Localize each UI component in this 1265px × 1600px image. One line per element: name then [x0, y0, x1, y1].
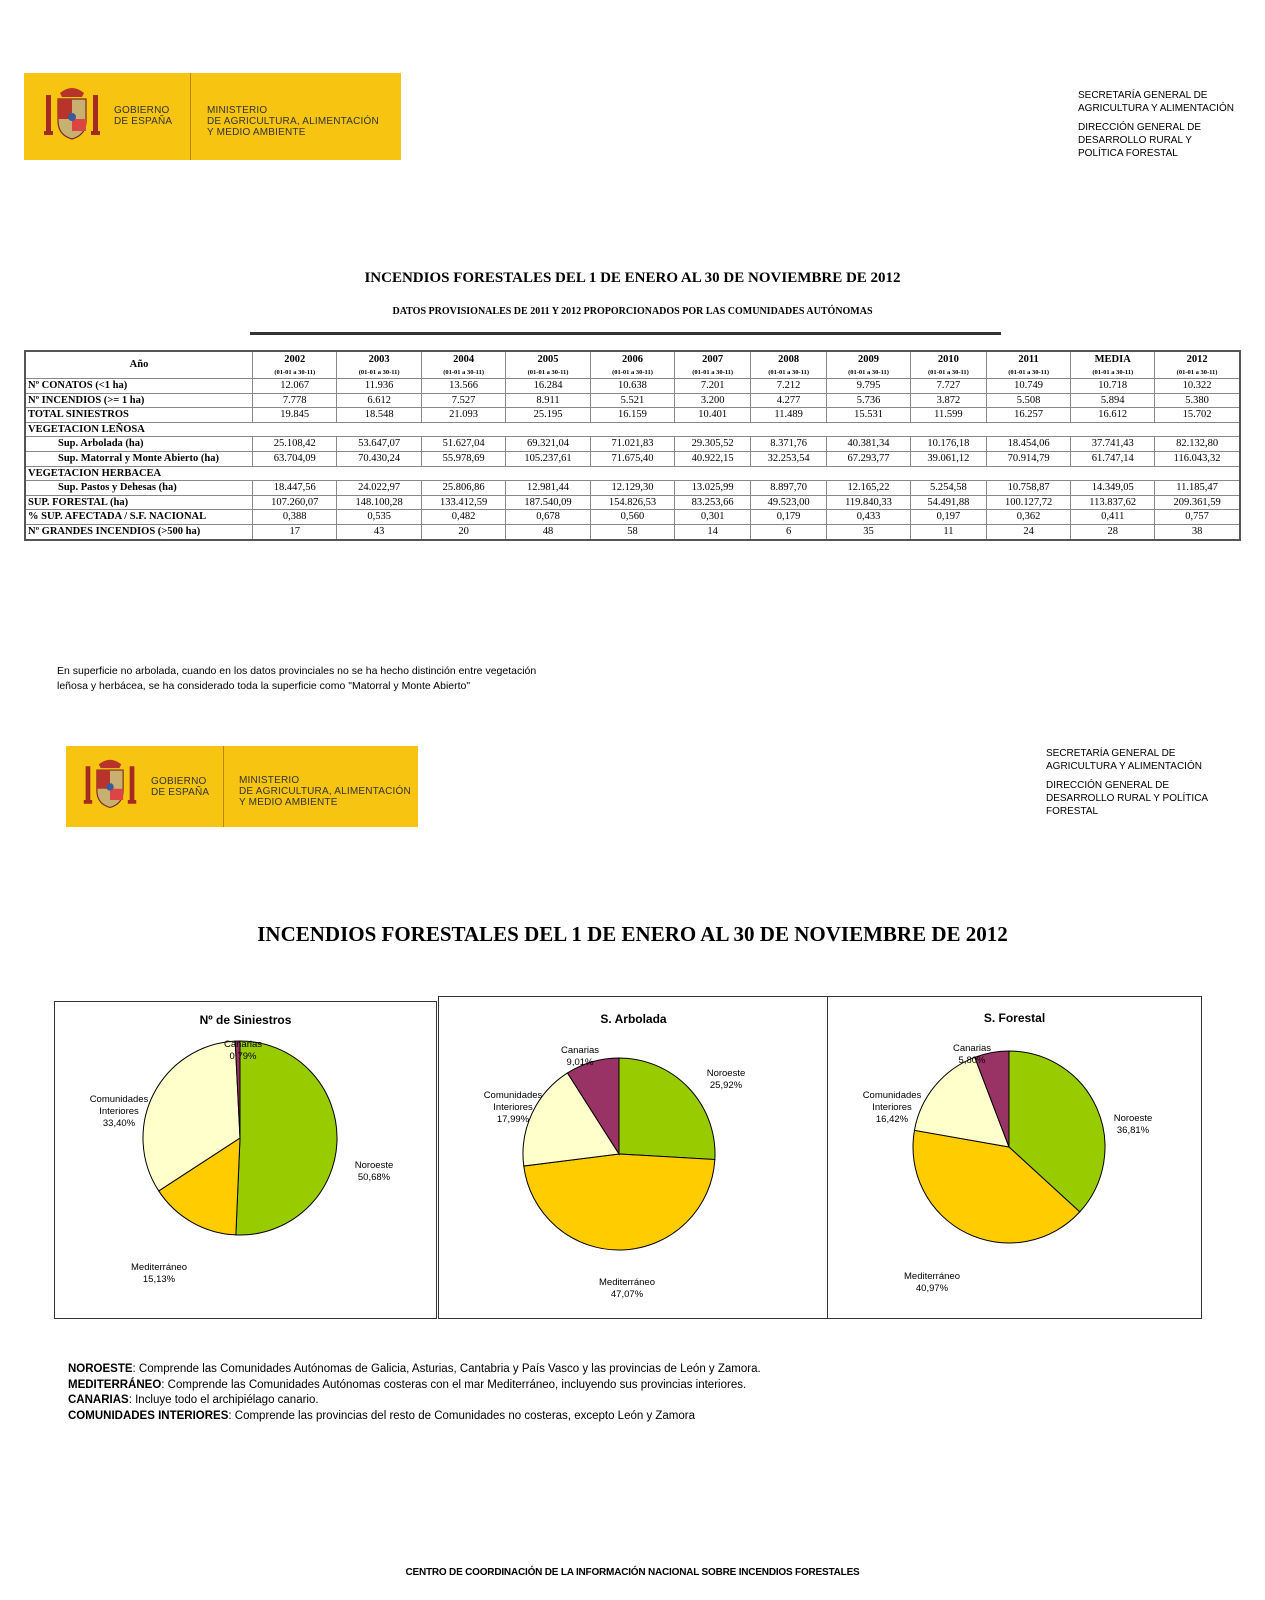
table-cell: 67.293,77	[827, 451, 911, 466]
table-cell: 0,757	[1155, 510, 1240, 525]
pie-chart-arbolada	[438, 996, 829, 1319]
government-logo	[66, 746, 418, 827]
col-header: 2007 (01-01 a 30-11)	[675, 351, 751, 379]
report-subtitle: DATOS PROVISIONALES DE 2011 Y 2012 PROPORCIONADOS POR LAS COMUNIDADES AUTÓNOMAS	[392, 306, 873, 317]
legend-item: CANARIAS: Incluye todo el archipiélago canario.	[68, 1394, 319, 1406]
chart-title: S. Forestal	[983, 1011, 1046, 1025]
table-cell: 32.253,54	[751, 451, 827, 466]
table-cell: 43	[337, 524, 421, 539]
table-cell: 3.872	[910, 393, 986, 408]
table-cell: 39.061,12	[910, 451, 986, 466]
gobierno-text: GOBIERNO DE ESPAÑA	[151, 776, 210, 798]
slice-label-canarias: Canarias 9,01%	[560, 1045, 600, 1068]
table-cell: 7.778	[253, 393, 337, 408]
col-header: 2012 (01-01 a 30-11)	[1155, 351, 1240, 379]
table-cell: 8.911	[506, 393, 590, 408]
table-cell: 100.127,72	[986, 495, 1070, 510]
header-agency-mid: SECRETARÍA GENERAL DE AGRICULTURA Y ALIMENTACIÓN DIRECCIÓN GENERAL DE DESARROLLO RURAL Y POLÍTICA FORESTAL	[1046, 748, 1209, 817]
table-cell: 105.237,61	[506, 451, 590, 466]
table-cell: 4.277	[751, 393, 827, 408]
table-cell: 0,388	[253, 510, 337, 525]
table-cell: 51.627,04	[421, 437, 505, 452]
table-cell: 6	[751, 524, 827, 539]
table-cell: 13.566	[421, 379, 505, 394]
pie-slice-noroeste	[236, 1041, 337, 1235]
table-cell: 0,411	[1071, 510, 1155, 525]
table-cell: 48	[506, 524, 590, 539]
chart-title: Nº de Siniestros	[199, 1013, 292, 1027]
row-label: Nº INCENDIOS (>= 1 ha)	[25, 393, 253, 408]
slice-label-interiores: Comunidades Interiores 17,99%	[483, 1090, 543, 1125]
table-cell: 209.361,59	[1155, 495, 1240, 510]
table-cell: 16.284	[506, 379, 590, 394]
pie-slice-mediterr-neo	[524, 1154, 715, 1250]
table-cell: 49.523,00	[751, 495, 827, 510]
table-cell: 12.165,22	[827, 481, 911, 496]
col-header: 2008 (01-01 a 30-11)	[751, 351, 827, 379]
table-cell: 16.257	[986, 408, 1070, 423]
table-cell: 20	[421, 524, 505, 539]
table-cell: 25.806,86	[421, 481, 505, 496]
ministerio-text: MINISTERIO DE AGRICULTURA, ALIMENTACIÓN Y MEDIO AMBIENTE	[239, 775, 411, 808]
col-header: 2004 (01-01 a 30-11)	[421, 351, 505, 379]
table-cell: 133.412,59	[421, 495, 505, 510]
coat-of-arms-icon	[80, 755, 140, 815]
row-label: Sup. Matorral y Monte Abierto (ha)	[25, 451, 253, 466]
table-cell: 8.371,76	[751, 437, 827, 452]
table-cell: 17	[253, 524, 337, 539]
table-cell: 71.675,40	[590, 451, 674, 466]
table-cell: 7.212	[751, 379, 827, 394]
table-section-row	[25, 466, 1240, 481]
table-cell: 0,535	[337, 510, 421, 525]
table-row	[25, 437, 1240, 452]
row-label: VEGETACION HERBACEA	[25, 466, 1240, 481]
table-cell: 16.159	[590, 408, 674, 423]
col-header: 2006 (01-01 a 30-11)	[590, 351, 674, 379]
table-cell: 25.108,42	[253, 437, 337, 452]
table-cell: 0,362	[986, 510, 1070, 525]
table-cell: 18.447,56	[253, 481, 337, 496]
col-header: MEDIA (01-01 a 30-11)	[1071, 351, 1155, 379]
chart-title: S. Arbolada	[600, 1012, 667, 1026]
table-cell: 24.022,97	[337, 481, 421, 496]
table-cell: 28	[1071, 524, 1155, 539]
legend-item: COMUNIDADES INTERIORES: Comprende las provincias del resto de Comunidades no costeras, excepto León y Zamora	[68, 1409, 696, 1422]
row-label: Sup. Arbolada (ha)	[25, 437, 253, 452]
table-cell: 71.021,83	[590, 437, 674, 452]
col-header: 2005 (01-01 a 30-11)	[506, 351, 590, 379]
table-cell: 8.897,70	[751, 481, 827, 496]
legend-item: MEDITERRÁNEO: Comprende las Comunidades Autónomas costeras con el mar Mediterráneo, incluyendo sus provincias interiores.	[68, 1378, 747, 1391]
table-cell: 5.521	[590, 393, 674, 408]
row-label: Nº CONATOS (<1 ha)	[25, 379, 253, 394]
table-section-row	[25, 422, 1240, 437]
col-header: 2009 (01-01 a 30-11)	[827, 351, 911, 379]
table-cell: 148.100,28	[337, 495, 421, 510]
slice-label-mediterraneo: Mediterráneo 47,07%	[599, 1277, 655, 1300]
table-cell: 119.840,33	[827, 495, 911, 510]
row-label: TOTAL SINIESTROS	[25, 408, 253, 423]
gobierno-text: GOBIERNO DE ESPAÑA	[114, 105, 173, 127]
table-cell: 7.727	[910, 379, 986, 394]
table-cell: 3.200	[675, 393, 751, 408]
table-cell: 154.826,53	[590, 495, 674, 510]
table-cell: 7.527	[421, 393, 505, 408]
slice-label-mediterraneo: Mediterráneo 40,97%	[904, 1271, 960, 1294]
table-cell: 11.489	[751, 408, 827, 423]
table-cell: 24	[986, 524, 1070, 539]
table-cell: 13.025,99	[675, 481, 751, 496]
slice-label-canarias: Canarias 5,80%	[952, 1043, 992, 1066]
table-row	[25, 379, 1240, 394]
year-header: Año	[25, 351, 253, 379]
table-cell: 63.704,09	[253, 451, 337, 466]
table-cell: 10.718	[1071, 379, 1155, 394]
row-label: % SUP. AFECTADA / S.F. NACIONAL	[25, 510, 253, 525]
table-cell: 83.253,66	[675, 495, 751, 510]
table-cell: 10.322	[1155, 379, 1240, 394]
table-cell: 5.894	[1071, 393, 1155, 408]
table-cell: 10.176,18	[910, 437, 986, 452]
header-agency-top: SECRETARÍA GENERAL DE AGRICULTURA Y ALIMENTACIÓN DIRECCIÓN GENERAL DE DESARROLLO RURAL Y POLÍTICA FORESTAL	[1078, 90, 1234, 159]
row-label: Sup. Pastos y Dehesas (ha)	[25, 481, 253, 496]
table-cell: 61.747,14	[1071, 451, 1155, 466]
slice-label-interiores: Comunidades Interiores 16,42%	[862, 1090, 922, 1125]
table-cell: 10.401	[675, 408, 751, 423]
table-row	[25, 524, 1240, 539]
table-cell: 40.381,34	[827, 437, 911, 452]
table-cell: 116.043,32	[1155, 451, 1240, 466]
table-cell: 25.195	[506, 408, 590, 423]
table-row	[25, 481, 1240, 496]
table-cell: 187.540,09	[506, 495, 590, 510]
row-label: VEGETACION LEÑOSA	[25, 422, 1240, 437]
pie-chart-siniestros	[54, 1001, 437, 1319]
row-label: SUP. FORESTAL (ha)	[25, 495, 253, 510]
fires-data-table	[24, 350, 1241, 541]
table-cell: 0,678	[506, 510, 590, 525]
table-cell: 18.548	[337, 408, 421, 423]
pie-chart-forestal	[827, 996, 1202, 1319]
table-cell: 10.758,87	[986, 481, 1070, 496]
legend-item: NOROESTE: Comprende las Comunidades Autónomas de Galicia, Asturias, Cantabria y País Vasco y las provincias de León y Zamora.	[68, 1363, 761, 1375]
slice-label-canarias: Canarias 0,79%	[223, 1039, 263, 1062]
col-header: 2011 (01-01 a 30-11)	[986, 351, 1070, 379]
table-cell: 40.922,15	[675, 451, 751, 466]
table-cell: 10.638	[590, 379, 674, 394]
slice-label-noroeste: Noroeste 50,68%	[354, 1160, 394, 1183]
col-header: 2002 (01-01 a 30-11)	[253, 351, 337, 379]
table-row	[25, 495, 1240, 510]
table-cell: 58	[590, 524, 674, 539]
slice-label-noroeste: Noroeste 25,92%	[706, 1068, 746, 1091]
table-cell: 7.201	[675, 379, 751, 394]
slice-label-mediterraneo: Mediterráneo 15,13%	[131, 1262, 187, 1285]
table-cell: 14	[675, 524, 751, 539]
table-cell: 16.612	[1071, 408, 1155, 423]
slice-label-noroeste: Noroeste 36,81%	[1113, 1113, 1153, 1136]
col-header: 2003 (01-01 a 30-11)	[337, 351, 421, 379]
ministerio-text: MINISTERIO DE AGRICULTURA, ALIMENTACIÓN Y MEDIO AMBIENTE	[207, 105, 379, 138]
table-cell: 18.454,06	[986, 437, 1070, 452]
table-cell: 54.491,88	[910, 495, 986, 510]
table-row	[25, 510, 1240, 525]
table-cell: 37.741,43	[1071, 437, 1155, 452]
table-cell: 12.981,44	[506, 481, 590, 496]
pie-svg	[828, 997, 1201, 1318]
table-cell: 82.132,80	[1155, 437, 1240, 452]
table-cell: 9.795	[827, 379, 911, 394]
report-title: INCENDIOS FORESTALES DEL 1 DE ENERO AL 30 DE NOVIEMBRE DE 2012	[364, 270, 901, 286]
table-cell: 5.380	[1155, 393, 1240, 408]
table-cell: 0,482	[421, 510, 505, 525]
col-header: 2010 (01-01 a 30-11)	[910, 351, 986, 379]
footer: CENTRO DE COORDINACIÓN DE LA INFORMACIÓN NACIONAL SOBRE INCENDIOS FORESTALES	[405, 1567, 860, 1578]
table-cell: 12.129,30	[590, 481, 674, 496]
table-cell: 11.936	[337, 379, 421, 394]
table-cell: 11.185,47	[1155, 481, 1240, 496]
pie-svg	[439, 997, 828, 1318]
table-row	[25, 451, 1240, 466]
table-cell: 5.508	[986, 393, 1070, 408]
table-cell: 0,197	[910, 510, 986, 525]
charts-title: INCENDIOS FORESTALES DEL 1 DE ENERO AL 30 DE NOVIEMBRE DE 2012	[257, 922, 1008, 946]
row-label: Nº GRANDES INCENDIOS (>500 ha)	[25, 524, 253, 539]
table-cell: 5.736	[827, 393, 911, 408]
table-cell: 55.978,69	[421, 451, 505, 466]
table-header-row	[25, 351, 1240, 379]
coat-of-arms-icon	[40, 83, 104, 147]
table-cell: 10.749	[986, 379, 1070, 394]
title-divider	[250, 332, 1001, 335]
table-cell: 15.531	[827, 408, 911, 423]
table-cell: 0,560	[590, 510, 674, 525]
footnote: En superficie no arbolada, cuando en los datos provinciales no se ha hecho distinción entre vegetación leñosa y herbácea, se ha considerado toda la superficie como "Matorral y Monte Abierto"	[57, 665, 537, 692]
table-cell: 21.093	[421, 408, 505, 423]
table-cell: 35	[827, 524, 911, 539]
table-row	[25, 408, 1240, 423]
table-cell: 107.260,07	[253, 495, 337, 510]
slice-label-interiores: Comunidades Interiores 33,40%	[89, 1094, 149, 1129]
table-cell: 19.845	[253, 408, 337, 423]
table-cell: 14.349,05	[1071, 481, 1155, 496]
table-cell: 12.067	[253, 379, 337, 394]
table-cell: 29.305,52	[675, 437, 751, 452]
table-cell: 6.612	[337, 393, 421, 408]
table-cell: 70.914,79	[986, 451, 1070, 466]
table-cell: 0,433	[827, 510, 911, 525]
table-cell: 70.430,24	[337, 451, 421, 466]
table-cell: 11.599	[910, 408, 986, 423]
region-legend	[68, 1362, 761, 1424]
table-cell: 15.702	[1155, 408, 1240, 423]
table-cell: 5.254,58	[910, 481, 986, 496]
table-cell: 113.837,62	[1071, 495, 1155, 510]
table-cell: 69.321,04	[506, 437, 590, 452]
table-cell: 11	[910, 524, 986, 539]
table-cell: 53.647,07	[337, 437, 421, 452]
table-cell: 0,301	[675, 510, 751, 525]
table-row	[25, 393, 1240, 408]
table-cell: 0,179	[751, 510, 827, 525]
table-cell: 38	[1155, 524, 1240, 539]
government-logo	[24, 73, 401, 160]
